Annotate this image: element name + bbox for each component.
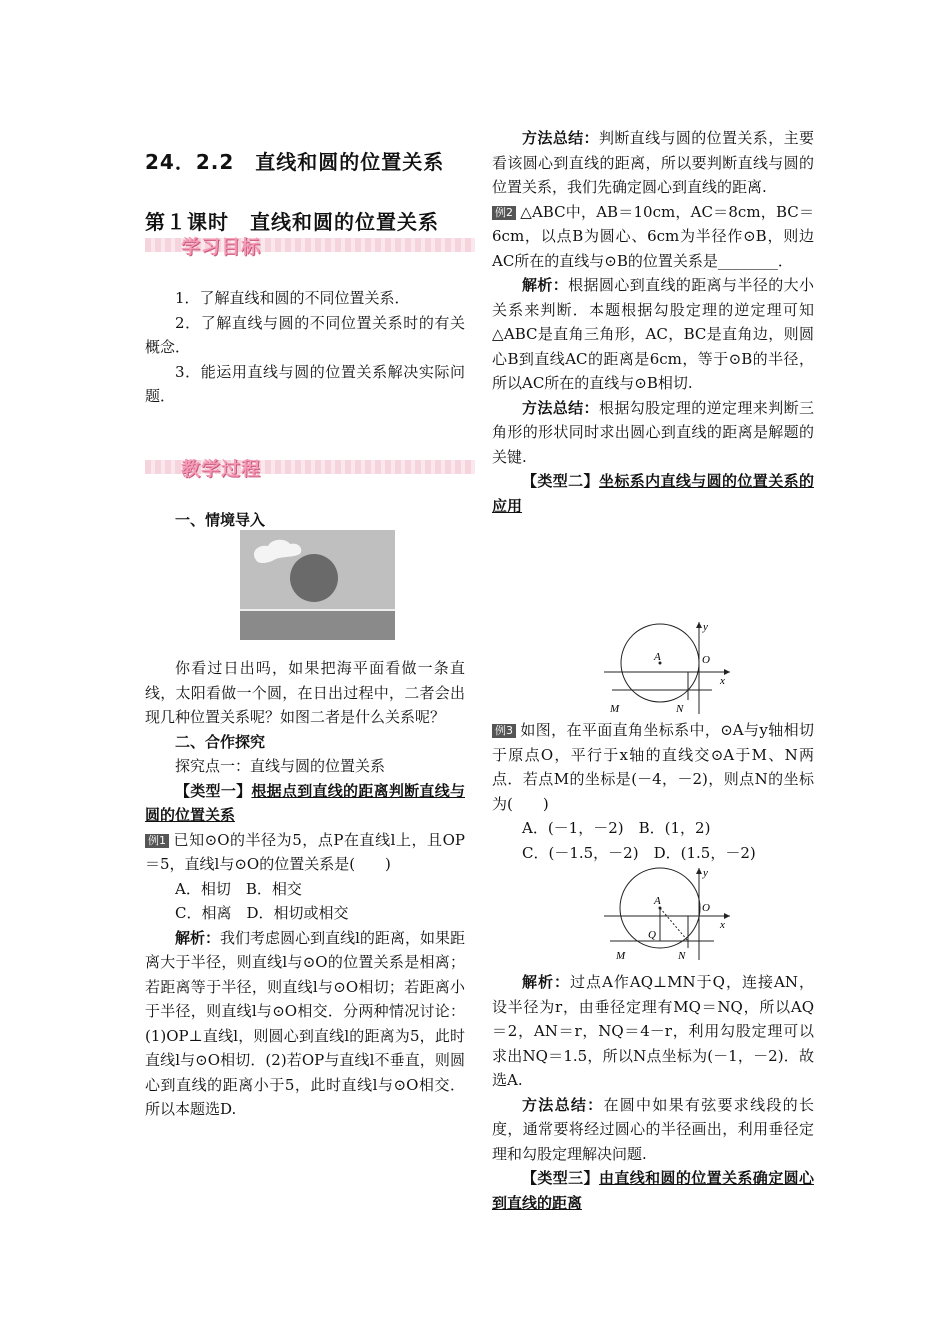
y-axis-arrow [696, 622, 702, 628]
label-x: x [720, 675, 725, 687]
label-y: y [703, 867, 708, 879]
example-3-options-ab: A．(－1，－2) B．(1，2) [522, 819, 711, 837]
example-1-options-cd: C．相离 D．相切或相交 [175, 904, 349, 922]
analysis-label: 解析： [522, 973, 571, 991]
intro-text: 你看过日出吗，如果把海平面看做一条直线，太阳看做一个圆，在日出过程中，二者会出现几种位置关系呢？如图二者是什么关系呢？ [145, 659, 465, 726]
banner-teaching-process-text: 教学过程 [181, 458, 262, 480]
type-1-title: 根据点到直线的距离判断直线与圆的位置关系 [145, 781, 465, 824]
summary-label: 方法总结： [522, 129, 599, 147]
right-bottom-block [492, 970, 814, 1215]
coordinate-figure-2 [602, 866, 732, 962]
goal-item: 1．了解直线和圆的不同位置关系． [175, 289, 410, 307]
type-2-heading [492, 469, 814, 518]
segment-an [660, 908, 688, 941]
example-3 [492, 718, 814, 816]
part-2-heading: 二、合作探究 [175, 732, 266, 751]
lesson-title: 第１课时 直线和圆的位置关系 [145, 210, 439, 234]
example-1 [145, 828, 465, 877]
y-axis-arrow [696, 868, 702, 874]
x-axis-arrow [724, 669, 730, 675]
banner-learning-goals-text: 学习目标 [181, 236, 262, 258]
section-title: 24．2.2 直线和圆的位置关系 [145, 150, 445, 174]
type-2-title: 坐标系内直线与圆的位置关系的应用 [492, 472, 814, 515]
type-1-bracket: 【类型一】 [175, 781, 252, 800]
analysis-label: 解析： [175, 928, 221, 947]
label-q: Q [648, 929, 656, 941]
label-a: A [654, 651, 661, 663]
goals-list [145, 286, 465, 409]
summary-label: 方法总结： [522, 1095, 604, 1114]
example-2-badge: 例2 [492, 206, 516, 220]
label-y: y [703, 621, 708, 633]
example-2-text: △ABC中，AB＝10cm，AC＝8cm，BC＝6cm，以点B为圆心、6cm为半径作⊙B，则边AC所在的直线与⊙B的位置关系是________． [492, 202, 814, 270]
x-axis-arrow [724, 913, 730, 919]
label-o: O [702, 654, 710, 666]
example-2 [492, 200, 814, 274]
type-2-bracket: 【类型二】 [522, 472, 599, 490]
label-m: M [616, 950, 626, 962]
analysis-text: 过点A作AQ⊥MN于Q，连接AN，设半径为r，由垂径定理有MQ＝NQ，所以AQ＝2，AN＝r，NQ＝4－r，利用勾股定理可以求出NQ＝1.5，所以N点坐标为(－1，－2)．故选A. [492, 973, 814, 1089]
summary-text: 判断直线与圆的位置关系，主要看该圆心到直线的距离，所以要判断直线与圆的位置关系，我们先确定圆心到直线的距离. [492, 129, 814, 196]
coordinate-figure-1 [602, 620, 732, 716]
label-n: N [678, 950, 686, 962]
banner-teaching-process [145, 454, 475, 480]
sunrise-figure [240, 530, 395, 640]
example-1-options-ab: A．相切 B．相交 [175, 879, 302, 898]
method-summary-1 [492, 396, 814, 470]
type-3-bracket: 【类型三】 [522, 1169, 599, 1187]
sea [240, 610, 395, 640]
analysis-label: 解析： [522, 276, 569, 294]
example-3-block [492, 718, 814, 865]
label-x: x [720, 919, 725, 931]
label-n: N [676, 703, 684, 715]
example-1-badge: 例1 [145, 834, 169, 848]
analysis-text: 我们考虑圆心到直线l的距离，如果距离大于半径，则直线l与⊙O的位置关系是相离；若距离等于半径，则直线l与⊙O相切；若距离小于半径，则直线l与⊙O相交．分两种情况讨论：(1)OP⊥直线l，则圆心到直线l的距离为5，此时直线l与⊙O相切．(2)若OP与直线l不垂直，则圆心到直线的距离小于5，此时直线l与⊙O相交．所以本题选D. [145, 928, 465, 1118]
part-1-heading: 一、情境导入 [175, 511, 266, 529]
right-top-block [492, 126, 814, 518]
example-2-analysis [492, 273, 814, 396]
analysis-text: 根据圆心到直线的距离与半径的大小关系来判断．本题根据勾股定理的逆定理可知△ABC是直角三角形，AC，BC是直角边，则圆心B到直线AC的距离是6cm，等于⊙B的半径，所以AC所在的直线与⊙B相切. [492, 276, 814, 392]
label-m: M [610, 703, 620, 715]
summary-text: 根据勾股定理的逆定理来判断三角形的形状同时求出圆心到直线的距离是解题的关键. [492, 398, 814, 466]
type-3-heading [492, 1166, 814, 1215]
summary-text: 在圆中如果有弦要求线段的长度，通常要将经过圆心的半径画出，利用垂径定理和勾股定理解决问题. [492, 1095, 814, 1163]
sun [290, 554, 338, 602]
method-summary-0 [492, 126, 814, 200]
example-3-text: 如图，在平面直角坐标系中，⊙A与y轴相切于原点O，平行于x轴的直线交⊙A于M、N两点．若点M的坐标是(－4，－2)，则点N的坐标为( ) [492, 721, 814, 813]
method-summary-2 [492, 1093, 814, 1167]
banner-learning-goals [145, 232, 475, 258]
label-o: O [702, 902, 710, 914]
example-3-analysis [492, 970, 814, 1093]
summary-label: 方法总结： [522, 398, 599, 417]
intro-block [145, 656, 465, 1122]
example-3-badge: 例3 [492, 724, 516, 738]
type-3-title: 由直线和圆的位置关系确定圆心到直线的距离 [492, 1169, 814, 1212]
example-1-analysis [145, 926, 465, 1122]
goal-item: 2．了解直线与圆的不同位置关系时的有关概念． [145, 313, 465, 356]
goal-item: 3．能运用直线与圆的位置关系解决实际问题． [145, 362, 465, 405]
example-1-text: 已知⊙O的半径为5，点P在直线l上，且OP＝5，直线l与⊙O的位置关系是( ) [145, 830, 465, 873]
type-1-heading [145, 779, 465, 828]
label-a: A [654, 895, 661, 907]
example-3-options-cd: C．(－1.5，－2) D．(1.5，－2) [522, 843, 756, 862]
explore-heading: 探究点一：直线与圆的位置关系 [175, 757, 386, 775]
